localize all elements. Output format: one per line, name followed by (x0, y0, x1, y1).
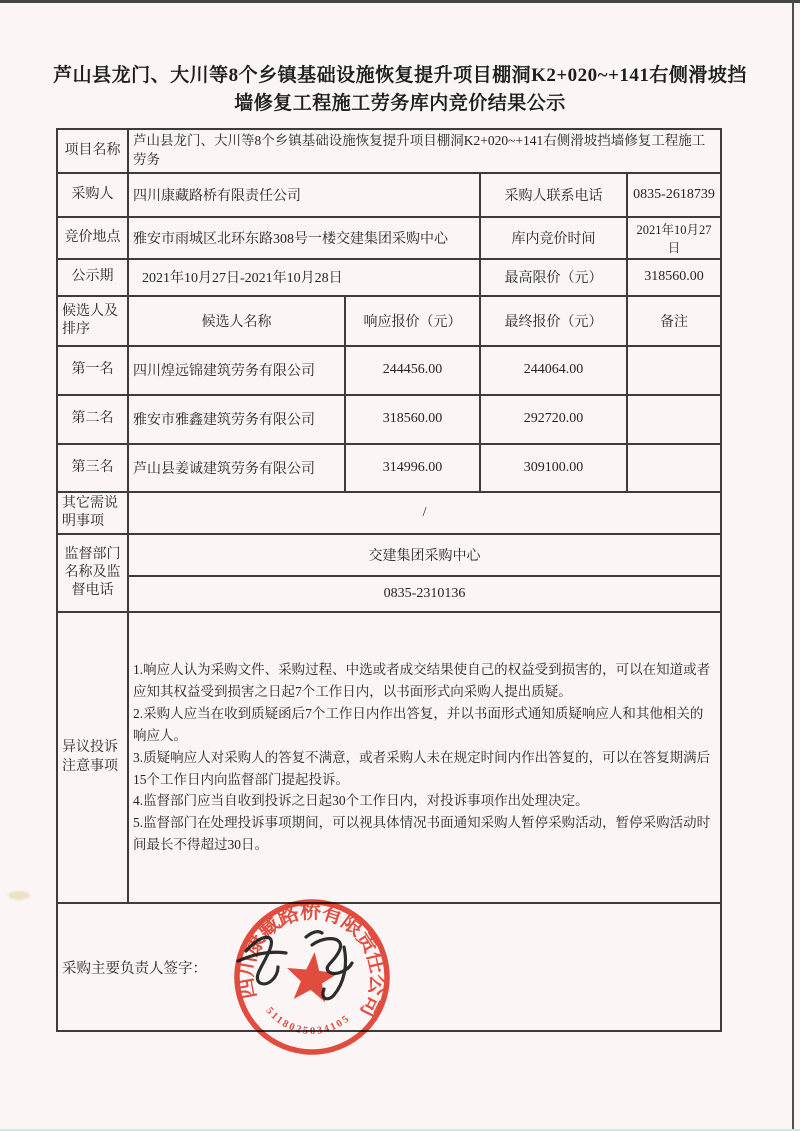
rank-2-response-price: 318560.00 (345, 395, 480, 444)
bid-time-value: 2021年10月27日 (627, 217, 721, 259)
rank-1-remark (627, 346, 721, 395)
rank-3-name: 芦山县姜诚建筑劳务有限公司 (128, 444, 345, 492)
scan-top-edge (0, 0, 800, 3)
objection-item-5: 5.监督部门在处理投诉事项期间，可以视具体情况书面通知采购人暂停采购活动，暂停采购活动时间最长不得超过30日。 (133, 815, 711, 853)
scan-right-edge (792, 0, 794, 1131)
rank-2-label: 第二名 (57, 395, 128, 444)
purchaser-phone-label: 采购人联系电话 (480, 173, 627, 217)
column-header-remark: 备注 (627, 296, 721, 346)
seal-number-text: 5118025034105 (263, 1005, 353, 1038)
supervision-phone: 0835-2310136 (128, 576, 721, 612)
table-row (57, 612, 721, 903)
bid-location-label: 竞价地点 (57, 217, 128, 259)
publicity-period-value: 2021年10月27日-2021年10月28日 (128, 259, 480, 296)
publicity-period-label: 公示期 (57, 259, 128, 296)
table-row (57, 534, 721, 576)
table-row (57, 296, 721, 346)
table-row (57, 576, 721, 612)
table-row (57, 492, 721, 534)
paper-smudge (8, 891, 30, 900)
rank-3-final-price: 309100.00 (480, 444, 627, 492)
rank-1-response-price: 244456.00 (345, 346, 480, 395)
candidates-section-label: 候选人及排序 (57, 296, 128, 346)
objection-item-3: 3.质疑响应人对采购人的答复不满意，或者采购人未在规定时间内作出答复的，可以在答复期满后15个工作日内向监督部门提起投诉。 (133, 749, 711, 787)
seal-company-text: 四川康藏路桥有限责任公司 (233, 898, 391, 1021)
supervision-dept: 交建集团采购中心 (128, 534, 721, 576)
column-header-final-price: 最终报价（元） (480, 296, 627, 346)
page-title: 芦山县龙门、大川等8个乡镇基础设施恢复提升项目棚洞K2+020~+141右侧滑坡挡墙修复工程施工劳务库内竞价结果公示 (53, 65, 747, 114)
bid-location-value: 雅安市雨城区北环东路308号一楼交建集团采购中心 (128, 217, 480, 259)
signature-scribble (228, 903, 443, 1018)
rank-3-remark (627, 444, 721, 492)
project-name-value: 芦山县龙门、大川等8个乡镇基础设施恢复提升项目棚洞K2+020~+141右侧滑坡挡墙修复工程施工劳务 (128, 129, 721, 173)
table-row (57, 259, 721, 296)
column-header-response-price: 响应报价（元） (345, 296, 480, 346)
rank-1-final-price: 244064.00 (480, 346, 627, 395)
table-row (57, 217, 721, 259)
table-row (57, 129, 721, 173)
objection-label: 异议投诉注意事项 (57, 612, 128, 903)
rank-1-label: 第一名 (57, 346, 128, 395)
rank-3-response-price: 314996.00 (345, 444, 480, 492)
column-header-name: 候选人名称 (128, 296, 345, 346)
purchaser-value: 四川康藏路桥有限责任公司 (128, 173, 480, 217)
rank-2-remark (627, 395, 721, 444)
table-row (57, 173, 721, 217)
purchaser-phone-value: 0835-2618739 (627, 173, 721, 217)
other-notes-label: 其它需说明事项 (57, 492, 128, 534)
objection-item-2: 2.采购人应当在收到质疑函后7个工作日内作出答复，并以书面形式通知质疑响应人和其他相关的响应人。 (133, 706, 704, 743)
rank-1-name: 四川煌远锦建筑劳务有限公司 (128, 346, 345, 395)
table-row (57, 395, 721, 444)
table-row (57, 346, 721, 395)
purchaser-label: 采购人 (57, 173, 128, 217)
supervision-label: 监督部门名称及监督电话 (57, 534, 128, 612)
table-row (57, 444, 721, 492)
rank-2-name: 雅安市雅鑫建筑劳务有限公司 (128, 395, 345, 444)
other-notes-value: / (128, 492, 721, 534)
objection-item-1: 1.响应人认为采购文件、采购过程、中选或者成交结果使自己的权益受到损害的，可以在知道或者应知其权益受到损害之日起7个工作日内，以书面形式向采购人提出质疑。 (133, 662, 711, 700)
signature-label: 采购主要负责人签字： (62, 960, 207, 977)
objection-item-4: 4.监督部门应当自收到投诉之日起30个工作日内，对投诉事项作出处理决定。 (133, 793, 589, 809)
max-price-value: 318560.00 (627, 259, 721, 296)
project-name-label: 项目名称 (57, 129, 128, 173)
rank-2-final-price: 292720.00 (480, 395, 627, 444)
max-price-label: 最高限价（元） (480, 259, 627, 296)
rank-3-label: 第三名 (57, 444, 128, 492)
bid-time-label: 库内竞价时间 (480, 217, 627, 259)
